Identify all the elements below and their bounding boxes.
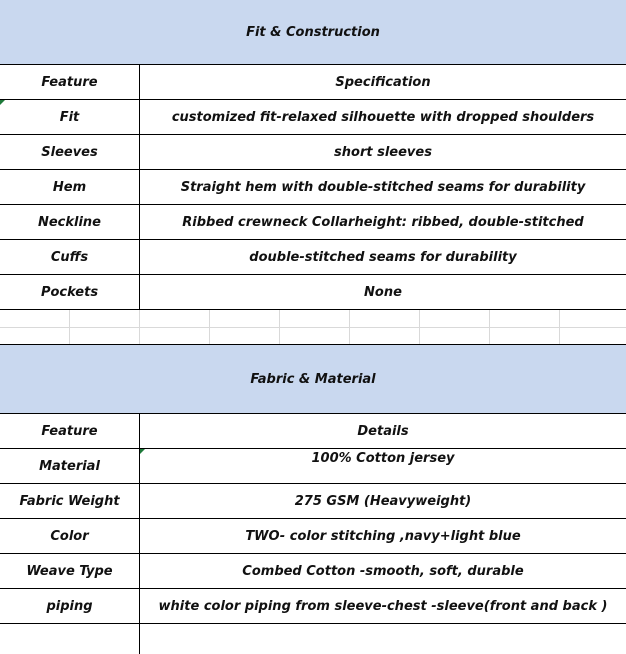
grid-line (139, 310, 140, 345)
row-feature[interactable]: Fabric Weight (19, 493, 120, 509)
grid-line (0, 327, 626, 328)
row-value[interactable]: customized fit-relaxed silhouette with dropped shoulders (171, 109, 595, 125)
row-feature[interactable]: piping (46, 598, 93, 614)
grid-line (559, 310, 560, 345)
section-title-fit-construction (0, 0, 626, 65)
grid-line (69, 310, 70, 345)
row-feature[interactable]: Sleeves (41, 144, 98, 160)
section-title-text: Fit & Construction (246, 24, 380, 40)
table-row[interactable] (0, 589, 626, 624)
row-value[interactable]: Straight hem with double-stitched seams for durability (180, 179, 586, 195)
row-value[interactable]: double-stitched seams for durability (249, 249, 517, 265)
table-row[interactable] (0, 170, 626, 205)
grid-line (209, 310, 210, 345)
table-row[interactable] (0, 100, 626, 135)
grid-line (349, 310, 350, 345)
row-value[interactable]: Combed Cotton -smooth, soft, durable (242, 563, 524, 579)
row-feature[interactable]: Neckline (37, 214, 102, 230)
table-row[interactable] (0, 240, 626, 275)
grid-line (419, 310, 420, 345)
row-value[interactable]: white color piping from sleeve-chest -sleeve(front and back ) (158, 598, 608, 614)
row-feature[interactable]: Color (50, 528, 89, 544)
table-row[interactable] (0, 135, 626, 170)
section-title-text: Fabric & Material (250, 371, 376, 387)
grid-line (489, 310, 490, 345)
header-details: Details (357, 423, 409, 439)
row-value[interactable]: 100% Cotton jersey (311, 451, 455, 466)
row-value[interactable]: short sleeves (334, 144, 432, 160)
row-value[interactable]: TWO- color stitching ,navy+light blue (245, 528, 521, 544)
header-feature: Feature (41, 423, 98, 439)
empty-grid-strip[interactable] (0, 310, 626, 345)
table-row[interactable] (0, 554, 626, 589)
table-row[interactable] (0, 484, 626, 519)
row-value[interactable]: None (364, 284, 402, 300)
header-feature: Feature (41, 74, 98, 90)
row-value[interactable]: Ribbed crewneck Collarheight: ribbed, double-stitched (182, 214, 584, 230)
table-row[interactable] (0, 449, 626, 484)
table-row[interactable] (0, 205, 626, 240)
table-row[interactable] (0, 275, 626, 310)
header-specification: Specification (335, 74, 431, 90)
row-feature[interactable]: Fit (59, 109, 80, 125)
row-feature[interactable]: Pockets (40, 284, 99, 300)
table-row[interactable] (0, 519, 626, 554)
table-header-row (0, 65, 626, 100)
row-value[interactable]: 275 GSM (Heavyweight) (294, 493, 472, 509)
table-header-row (0, 414, 626, 449)
row-feature[interactable]: Material (39, 458, 100, 474)
row-feature[interactable]: Cuffs (50, 249, 89, 265)
empty-table-row[interactable] (0, 624, 626, 654)
grid-line (279, 310, 280, 345)
row-feature[interactable]: Hem (52, 179, 87, 195)
row-feature[interactable]: Weave Type (26, 563, 113, 579)
column-divider (139, 624, 140, 654)
section-title-fabric-material (0, 344, 626, 414)
